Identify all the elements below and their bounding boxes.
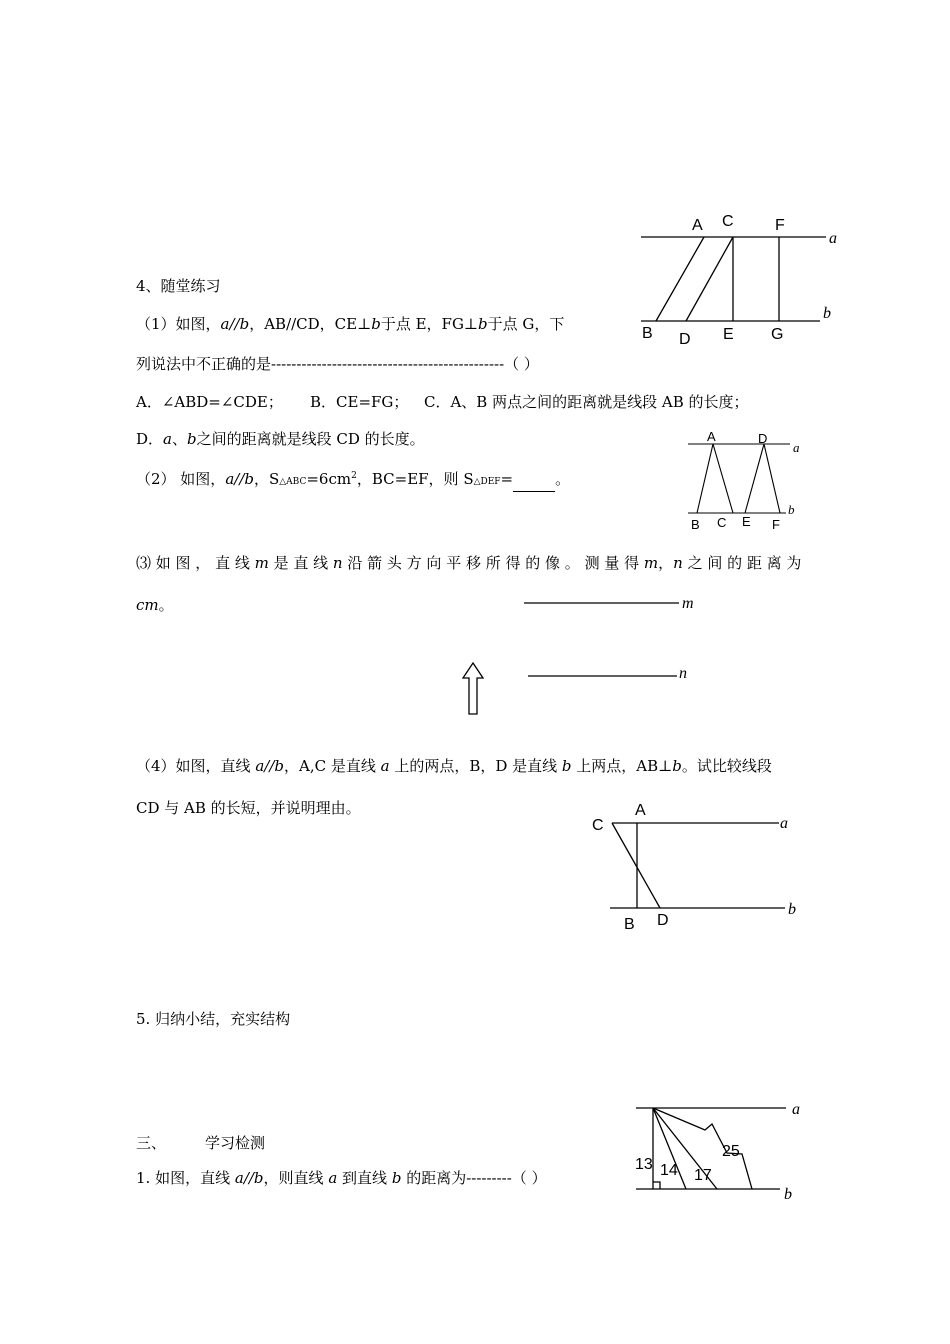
q1-fig-label-E: E xyxy=(723,326,734,343)
q3-line2: cm。 xyxy=(136,596,174,614)
q2-fig-label-D: D xyxy=(758,431,768,446)
q4-line2: CD 与 AB 的长短，并说明理由。 xyxy=(136,799,361,817)
q4-fig-label-C: C xyxy=(592,817,604,834)
q4-fig-label-A: A xyxy=(635,802,646,819)
q2-text: （2） 如图，a//b，$S\triangle ABC=6cm^2$，BC=EF，则 S△DEF= 。 xyxy=(136,466,570,492)
section4-heading: 4、随堂练习 xyxy=(136,277,221,295)
q1-fig-label-D: D xyxy=(679,331,691,348)
q2-fig-label-b: b xyxy=(788,502,795,517)
q1-option-a: A．∠ABD=∠CDE； xyxy=(136,393,283,411)
section3-heading: 学习检测 xyxy=(205,1134,266,1152)
q3-fig-label-m: m xyxy=(682,595,694,612)
test-fig-label-17: 17 xyxy=(694,1167,712,1184)
q2-fig-label-C: C xyxy=(717,515,727,530)
q4-fig-label-a: a xyxy=(780,815,788,832)
test-fig-label-14: 14 xyxy=(660,1162,678,1179)
q2-fig-label-a: a xyxy=(793,440,800,455)
q2-fig-label-A: A xyxy=(707,429,716,444)
q2-fig-label-B: B xyxy=(691,517,700,532)
test-fig-label-b: b xyxy=(784,1186,792,1203)
section3-heading-number: 三、 xyxy=(136,1134,167,1152)
section3-q1: 1. 如图，直线 a//b，则直线 a 到直线 b 的距离为---------（ ） xyxy=(136,1169,547,1187)
q1-option-c: C．A、B 两点之间的距离就是线段 AB 的长度； xyxy=(424,393,749,411)
q2-fig-label-F: F xyxy=(772,517,780,532)
q1-fig-label-C: C xyxy=(722,213,734,230)
q3-fig-label-n: n xyxy=(679,665,687,682)
q1-option-b: B．CE=FG； xyxy=(310,393,409,411)
q3-line1: ⑶ 如 图 ， 直 线 m 是 直 线 n 沿 箭 头 方 向 平 移 所 得 的 像 。 测 量 得 m，n 之 间 的 距 离 为 xyxy=(136,554,802,572)
q1-fig-label-b: b xyxy=(823,305,831,322)
q4-fig-label-D: D xyxy=(657,912,669,929)
q1-fig-label-F: F xyxy=(775,217,785,234)
test-fig-label-a: a xyxy=(792,1101,800,1118)
q4-fig-label-b: b xyxy=(788,901,796,918)
q1-line1: （1）如图，a//b，AB//CD，CE⊥b于点 E，FG⊥b于点 G，下 xyxy=(136,315,565,333)
q1-fig-label-A: A xyxy=(692,217,703,234)
q1-fig-label-B: B xyxy=(642,325,653,342)
q1-line2: 列说法中不正确的是----------------------------------------------（ ） xyxy=(136,355,539,373)
q1-fig-label-G: G xyxy=(771,326,784,343)
q4-fig-label-B: B xyxy=(624,916,635,933)
q1-fig-label-a: a xyxy=(829,230,837,247)
q2-fig-label-E: E xyxy=(742,514,751,529)
q1-option-d: D．a、b之间的距离就是线段 CD 的长度。 xyxy=(136,430,425,448)
up-arrow-icon xyxy=(463,663,483,714)
answer-blank xyxy=(513,477,555,492)
test-fig-label-25: 25 xyxy=(722,1143,740,1160)
section5-heading: 5. 归纳小结，充实结构 xyxy=(136,1010,291,1028)
test-fig-label-13: 13 xyxy=(635,1156,653,1173)
q4-line1: （4）如图，直线 a//b，A,C 是直线 a 上的两点，B，D 是直线 b 上两点，AB⊥b。试比较线段 xyxy=(136,757,772,775)
